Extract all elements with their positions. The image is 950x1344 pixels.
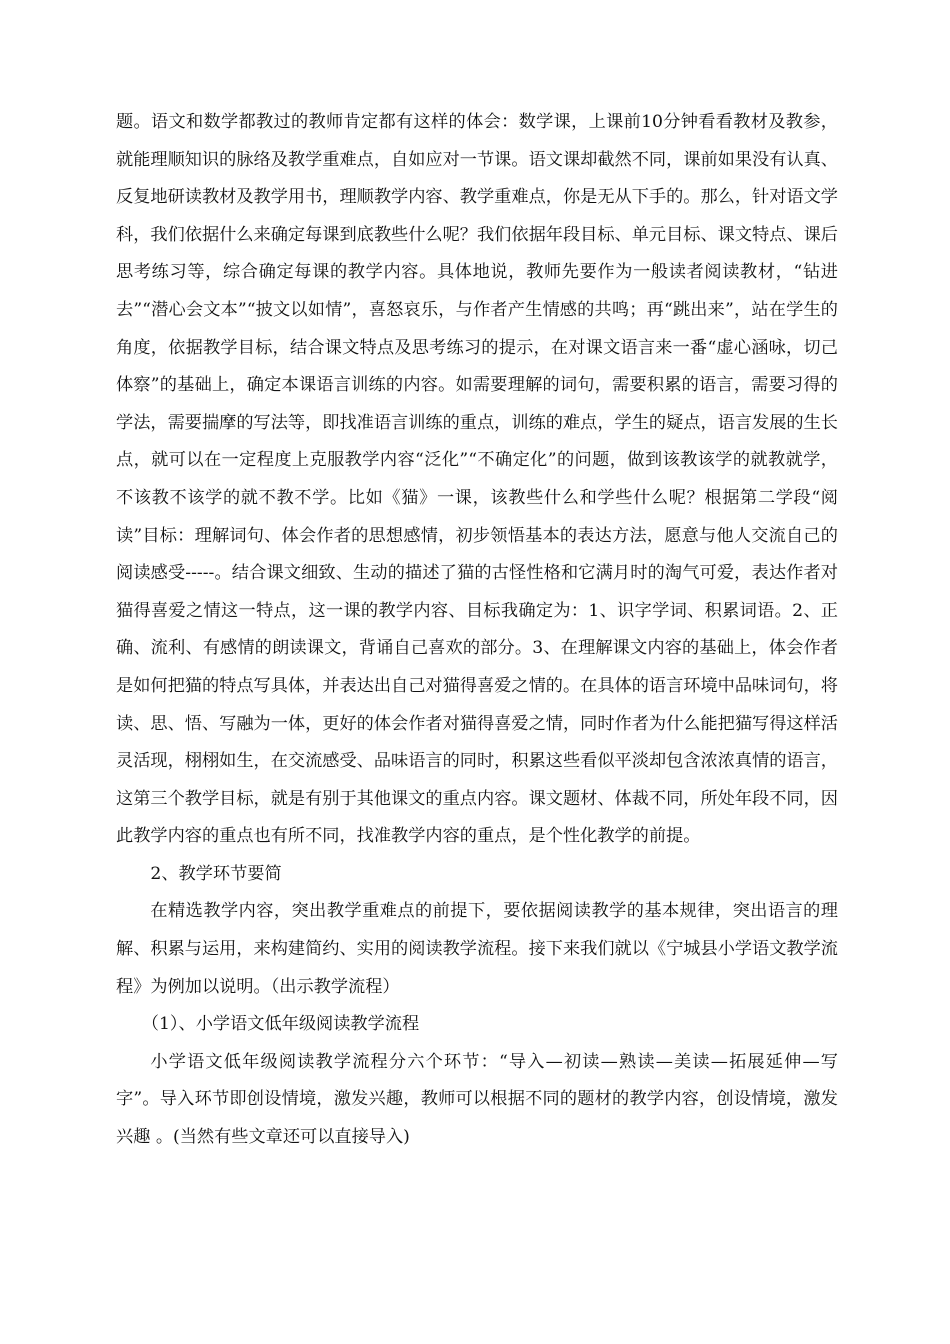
paragraph-teaching-flow-intro: 在精选教学内容，突出教学重难点的前提下，要依据阅读教学的基本规律，突出语言的理解、积累与运用，来构建简约、实用的阅读教学流程。接下来我们就以《宁城县小学语文教学流程》为例加以说明。（出示教学流程） (116, 901, 838, 997)
paragraph-content-determination: 题。语文和数学都教过的教师肯定都有这样的体会：数学课，上课前10分钟看看教材及教参，就能理顺知识的脉络及教学重难点，自如应对一节课。语文课却截然不同，课前如果没有认真、反复地研读教材及教学用书，理顺教学内容、教学重难点，你是无从下手的。那么，针对语文学科，我们依据什么来确定每课到底教些什么呢？我们依据年段目标、单元目标、课文特点、课后思考练习等，综合确定每课的教学内容。具体地说，教师先要作为一般读者阅读教材，“钻进去”“潜心会文本”“披文以如情”，喜怒哀乐，与作者产生情感的共鸣；再“跳出来”，站在学生的角度，依据教学目标，结合课文特点及思考练习的提示，在对课文语言来一番“虚心涵咏，切己体察”的基础上，确定本课语言训练的内容。如需要理解的词句，需要积累的语言，需要习得的学法，需要揣摩的写法等，即找准语言训练的重点，训练的难点，学生的疑点，语言发展的生长点，就可以在一定程度上克服教学内容“泛化”“不确定化”的问题，做到该教该学的就教就学，不该教不该学的就不教不学。比如《猫》一课，该教些什么和学些什么呢？根据第二学段“阅读”目标：理解词句、体会作者的思想感情，初步领悟基本的表达方法，愿意与他人交流自己的阅读感受-----。结合课文细致、生动的描述了猫的古怪性格和它满月时的淘气可爱，表达作者对猫得喜爱之情这一特点，这一课的教学内容、目标我确定为：1、识字学词、积累词语。2、正确、流利、有感情的朗读课文，背诵自己喜欢的部分。3、在理解课文内容的基础上，体会作者是如何把猫的特点写具体，并表达出自己对猫得喜爱之情的。在具体的语言环境中品味词句，将读、思、悟、写融为一体，更好的体会作者对猫得喜爱之情，同时作者为什么能把猫写得这样活灵活现，栩栩如生，在交流感受、品味语言的同时，积累这些看似平淡却包含浓浓真情的语言，这第三个教学目标，就是有别于其他课文的重点内容。课文题材、体裁不同，所处年段不同，因此教学内容的重点也有所不同，找准教学内容的重点，是个性化教学的前提。 (116, 112, 838, 847)
subheading-lower-grade-flow: （1）、小学语文低年级阅读教学流程 (141, 1014, 420, 1035)
section-heading-teaching-steps: 2、教学环节要简 (150, 863, 282, 884)
document-body (116, 104, 838, 1157)
paragraph-lower-grade-flow: 小学语文低年级阅读教学流程分六个环节：“导入—初读—熟读—美读—拓展延伸—写字”。导入环节即创设情境，激发兴趣，教师可以根据不同的题材的教学内容，创设情境，激发兴趣 。(当然有些文章还可以直接导入) (116, 1051, 838, 1148)
